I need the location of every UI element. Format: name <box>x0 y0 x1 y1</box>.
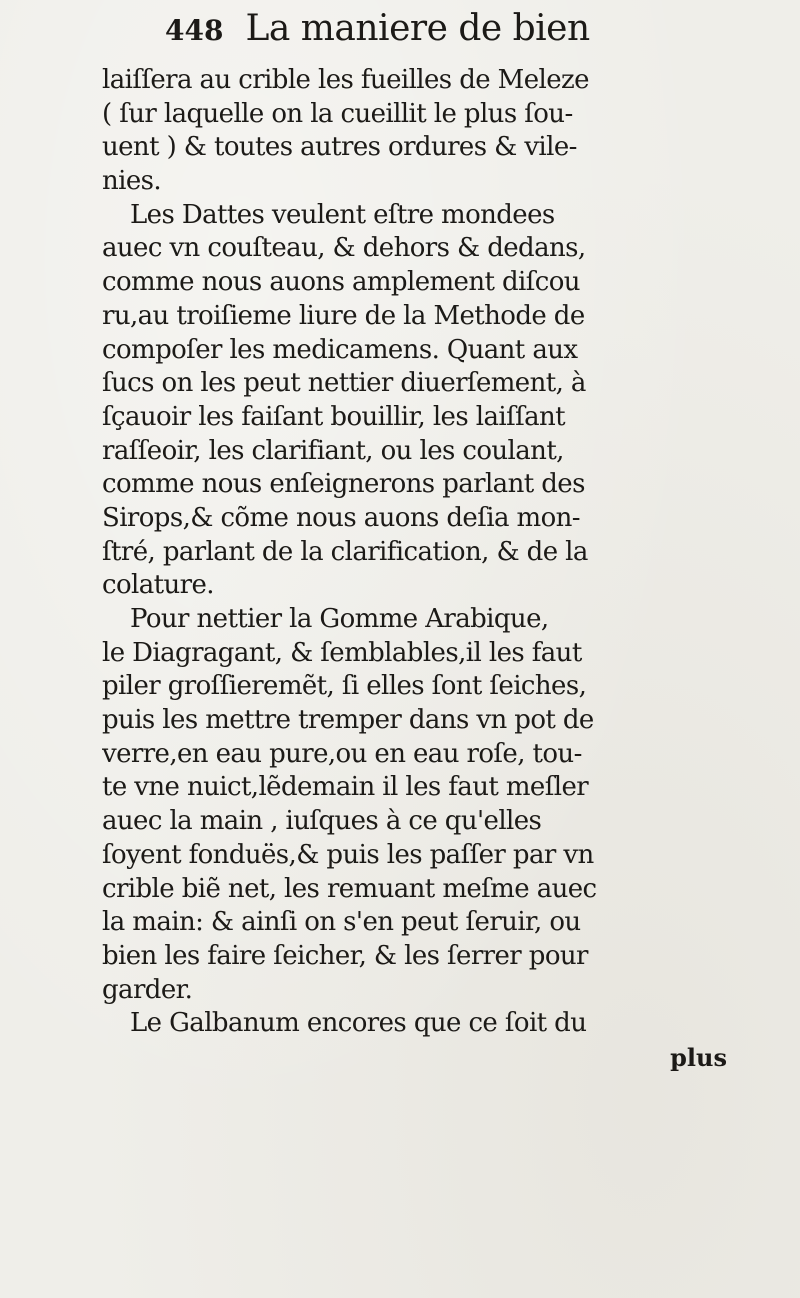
text-line: Les Dattes veulent eſtre mondees <box>130 199 555 230</box>
text-line: laiſſera au crible les fueilles de Meleze <box>102 65 589 95</box>
text-line: auec la main , iuſques à ce qu'elles <box>102 806 542 837</box>
body-text <box>102 64 782 1075</box>
text-line: Le Galbanum encores que ce ſoit du <box>130 1008 587 1039</box>
text-line: ſçauoir les faiſant bouillir, les laiſſant <box>102 401 566 432</box>
text-line: te vne nuict,lẽdemain il les faut meſler <box>102 772 589 803</box>
text-line: colature. <box>102 570 214 601</box>
text-line: compoſer les medicamens. Quant aux <box>102 334 578 365</box>
text-line: auec vn couſteau, & dehors & dedans, <box>102 233 586 264</box>
text-line: Pour nettier la Gomme Arabique, <box>130 604 549 634</box>
text-line: garder. <box>102 974 193 1005</box>
running-title: La maniere de bien <box>245 8 590 49</box>
text-line: ( ſur laquelle on la cueillit le plus ſou- <box>102 98 573 129</box>
text-line: crible biẽ net, les remuant meſme auec <box>102 873 597 904</box>
text-line: comme nous enſeignerons parlant des <box>102 469 585 500</box>
text-line: le Diagragant, & ſemblables,il les faut <box>102 637 582 668</box>
text-line: bien les faire ſeicher, & les ſerrer pour <box>102 940 588 971</box>
text-line: raſſeoir, les clarifiant, ou les coulant, <box>102 435 564 466</box>
text-line: ſtré, parlant de la clarification, & de la <box>102 536 588 567</box>
text-line: ru,au troiſieme liure de la Methode de <box>102 300 585 331</box>
text-line: uent ) & toutes autres ordures & vile- <box>102 132 577 163</box>
text-line: la main: & ainſi on s'en peut ſeruir, ou <box>102 907 581 938</box>
text-line: puis les mettre tremper dans vn pot de <box>102 705 594 736</box>
text-line: piler groſſieremẽt, ſi elles ſont ſeiches, <box>102 671 587 702</box>
text-line: Sirops,& cõme nous auons deſia mon- <box>102 502 580 533</box>
text-line: nies. <box>102 166 162 197</box>
text-line: ſucs on les peut nettier diuerſement, à <box>102 368 586 399</box>
text-line: ſoyent fonduës,& puis les paſſer par vn <box>102 839 594 870</box>
text-line: verre,en eau pure,ou en eau roſe, tou- <box>102 738 582 769</box>
page-number: 448 <box>165 14 224 47</box>
text-line: comme nous auons amplement diſcou <box>102 267 580 298</box>
page-header <box>165 8 590 58</box>
catchword: plus <box>670 1042 727 1072</box>
